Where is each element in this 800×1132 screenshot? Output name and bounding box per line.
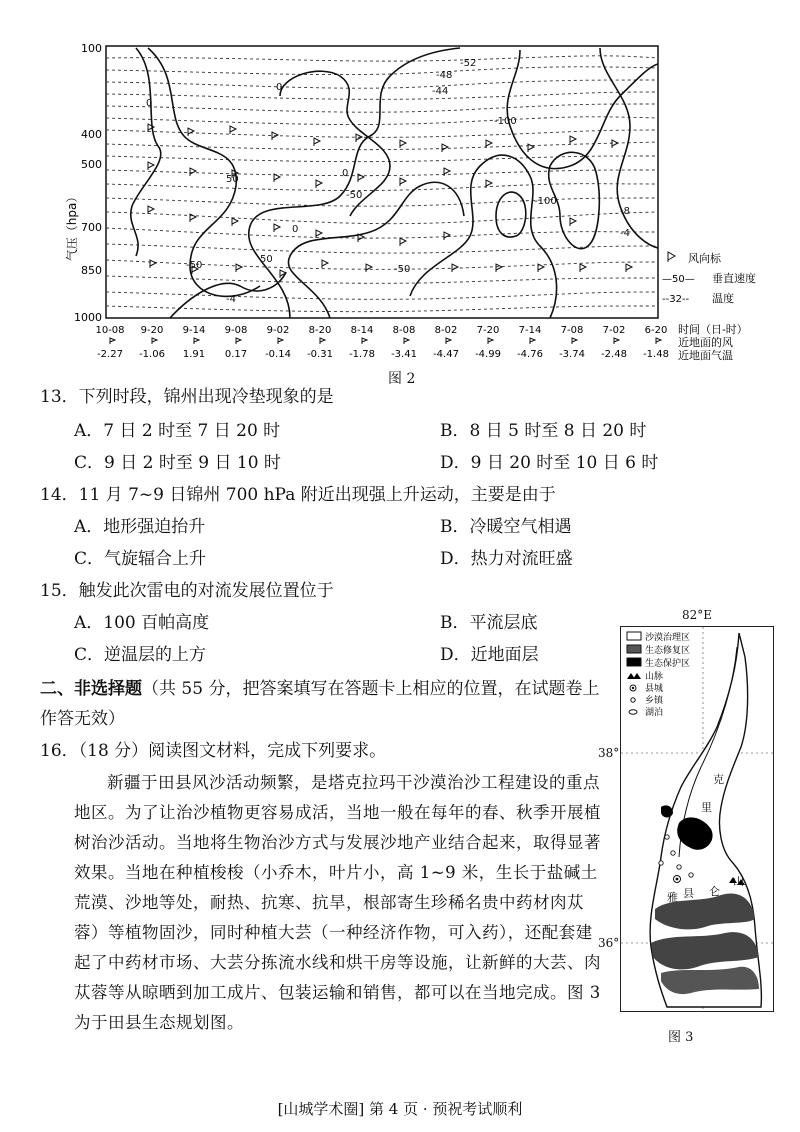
contour-label: -50 (186, 260, 203, 271)
contour-label: -4 (226, 294, 236, 305)
time-tick: 9-20 (140, 325, 164, 336)
map-label: 县 (683, 887, 694, 900)
time-tick: 7-08 (560, 325, 584, 336)
legend-swatch-protection (627, 658, 641, 666)
legend-county: 县城 (645, 684, 664, 694)
legend-vertical-sample: —50— (662, 274, 695, 285)
surface-temp: -0.14 (265, 349, 291, 360)
time-row-label: 时间（日-时） (678, 323, 748, 336)
contour-label: -8 (620, 206, 630, 217)
legend-swatch-restoration (627, 645, 641, 653)
town-icon (689, 873, 693, 877)
question-13-stem: 13．下列时段，锦州出现冷垫现象的是 (40, 387, 334, 407)
legend-vertical: 垂直速度 (712, 272, 756, 285)
contour-label: -100 (494, 116, 517, 127)
time-tick: 6-20 (644, 325, 668, 336)
question-16-stem: 16．（18 分）阅读图文材料，完成下列要求。 (40, 741, 387, 761)
time-tick: 8-08 (392, 325, 416, 336)
time-tick: 8-02 (434, 325, 458, 336)
surface-temp: -0.31 (307, 349, 333, 360)
time-ticks (95, 325, 667, 336)
legend-temperature: 温度 (712, 292, 734, 305)
legend-mountain: 山脉 (645, 672, 664, 682)
time-tick: 7-14 (518, 325, 542, 336)
legend-restoration: 生态修复区 (645, 646, 691, 656)
tick-850: 850 (81, 264, 102, 277)
tick-100: 100 (81, 42, 102, 55)
surface-temp: -2.48 (601, 349, 627, 360)
q13-option-b[interactable]: B．8 日 5 时至 8 日 20 时 (440, 421, 647, 441)
surface-temp: 1.91 (182, 349, 206, 360)
town-icon (677, 865, 681, 869)
contour-label: -50 (394, 264, 411, 275)
surface-temp: 0.17 (224, 349, 248, 360)
legend-temperature-sample: --32-- (662, 294, 690, 305)
surface-wind-label: 近地面的风 (678, 336, 733, 349)
town-icon (659, 861, 663, 865)
pressure-ticks (74, 42, 102, 324)
surface-temp: -1.48 (643, 349, 669, 360)
q13-option-c[interactable]: C．9 日 2 时至 9 日 10 时 (74, 453, 281, 473)
legend-county-dot (632, 687, 634, 689)
surface-temp-label: 近地面气温 (678, 349, 733, 362)
protection-zone (661, 805, 673, 817)
q14-option-c[interactable]: C．气旋辐合上升 (74, 549, 207, 569)
question-14-stem: 14．11 月 7~9 日锦州 700 hPa 附近出现强上升运动，主要是由于 (40, 485, 556, 505)
contour-label: 50 (260, 254, 273, 265)
map-legend (627, 631, 690, 718)
figure-2-caption: 图 2 (388, 371, 416, 387)
contour-label: -44 (432, 86, 449, 97)
q14-option-b[interactable]: B．冷暖空气相遇 (440, 517, 572, 537)
map-label: 克 (713, 773, 724, 786)
y-axis-label: 气压（hpa） (65, 190, 79, 262)
time-tick: 9-08 (224, 325, 248, 336)
contour-label: -50 (346, 190, 363, 201)
q15-option-a[interactable]: A．100 百帕高度 (74, 613, 210, 633)
figure-3-map (620, 626, 774, 1012)
legend-lake: 湖泊 (645, 708, 664, 718)
contour-label: 0 (276, 82, 283, 93)
legend-mountain-icon (627, 673, 641, 679)
q15-option-d[interactable]: D．近地面层 (440, 645, 539, 665)
county-seat-dot (676, 878, 679, 881)
row-labels (678, 322, 748, 362)
section-2-title: 二、非选择题 (40, 679, 142, 699)
map-label: 雅 (667, 891, 678, 904)
time-tick: 7-02 (602, 325, 626, 336)
surface-temp: -1.06 (139, 349, 165, 360)
legend-swatch-desert (627, 632, 641, 640)
surface-temp: -1.78 (349, 349, 375, 360)
surface-temp: -2.27 (97, 349, 123, 360)
q14-option-d[interactable]: D．热力对流旺盛 (440, 549, 573, 569)
contour-label: -52 (460, 58, 477, 69)
figure-3-caption: 图 3 (668, 1030, 694, 1045)
time-tick: 9-02 (266, 325, 290, 336)
legend-town-icon (631, 698, 635, 702)
legend-protection: 生态保护区 (645, 659, 691, 669)
contour-label: 0 (146, 98, 153, 109)
tick-700: 700 (81, 221, 102, 234)
surface-wind-row (110, 338, 661, 344)
vertical-velocity-contours (131, 48, 658, 318)
time-tick: 9-14 (182, 325, 206, 336)
legend-lake-icon (629, 710, 637, 714)
contour-labels (146, 58, 630, 305)
town-icon (671, 851, 675, 855)
time-tick: 8-20 (308, 325, 332, 336)
section-2-instructions: （共 55 分，把答案填写在答题卡上相应的位置，在试题卷上作答无效） (40, 679, 600, 729)
time-tick: 8-14 (350, 325, 374, 336)
time-tick: 7-20 (476, 325, 500, 336)
chart-legend (662, 251, 756, 305)
longitude-label: 82°E (682, 608, 713, 622)
figure-2-chart (40, 36, 760, 366)
time-tick: 10-08 (95, 325, 125, 336)
latitude-38: 38° (598, 746, 620, 760)
q13-option-d[interactable]: D．9 日 20 时至 10 日 6 时 (440, 453, 659, 473)
map-label: 山 (733, 875, 744, 888)
question-15-stem: 15．触发此次雷电的对流发展位置位于 (40, 581, 334, 601)
legend-wind: 风向标 (688, 252, 721, 265)
surface-temperatures (97, 349, 669, 360)
q15-option-b[interactable]: B．平流层底 (440, 613, 538, 633)
q14-option-a[interactable]: A．地形强迫抬升 (74, 517, 206, 537)
legend-town: 乡镇 (645, 696, 664, 706)
surface-temp: -4.47 (433, 349, 459, 360)
map-drawing (621, 627, 773, 1011)
town-icon (665, 835, 669, 839)
tick-500: 500 (81, 158, 102, 171)
tick-400: 400 (81, 128, 102, 141)
contour-label: -100 (534, 196, 557, 207)
question-16-passage: 新疆于田县风沙活动频繁，是塔克拉玛干沙漠治沙工程建设的重点地区。为了让治沙植物更容易成活，当地一般在每年的春、秋季开展植树治沙活动。当地将生物治沙方式与发展沙地产业结合起来，取得显著效果。当地在种植梭梭（小乔木，叶片小，高 1~9 米，生长于盐碱土荒漠、沙地等处，耐热、抗寒、抗旱，根部寄生珍稀名贵中药材肉苁蓉）等植物固沙，同时种植大芸（一种经济作物，可入药），还配套建起了中药材市场、大芸分拣流水线和烘干房等设施，让新鲜的大芸、肉苁蓉等从晾晒到加工成片、包装运输和销售，都可以在当地完成。图 3 为于田县生态规划图。 (74, 773, 601, 1032)
map-label: 里 (701, 801, 712, 814)
q13-option-a[interactable]: A．7 日 2 时至 7 日 20 时 (74, 421, 281, 441)
surface-temp: -3.74 (559, 349, 585, 360)
plot-frame (106, 46, 658, 318)
surface-temp: -4.76 (517, 349, 543, 360)
contour-label: -48 (436, 70, 453, 81)
wind-flag-icon (668, 252, 675, 262)
legend-desert: 沙漠治理区 (645, 633, 691, 643)
surface-temp: -3.41 (391, 349, 417, 360)
latitude-36: 36° (598, 936, 620, 950)
q15-option-c[interactable]: C．逆温层的上方 (74, 645, 207, 665)
tick-1000: 1000 (74, 311, 102, 324)
page-footer: [山城学术圈] 第 4 页 · 预祝考试顺利 (277, 1100, 523, 1118)
section-2-heading (40, 674, 610, 734)
contour-label: -4 (620, 228, 630, 239)
contour-label: 0 (342, 168, 349, 179)
map-label: 仑 (709, 885, 720, 898)
surface-temp: -4.99 (475, 349, 501, 360)
contour-label: 50 (226, 174, 239, 185)
contour-label: 0 (292, 224, 299, 235)
